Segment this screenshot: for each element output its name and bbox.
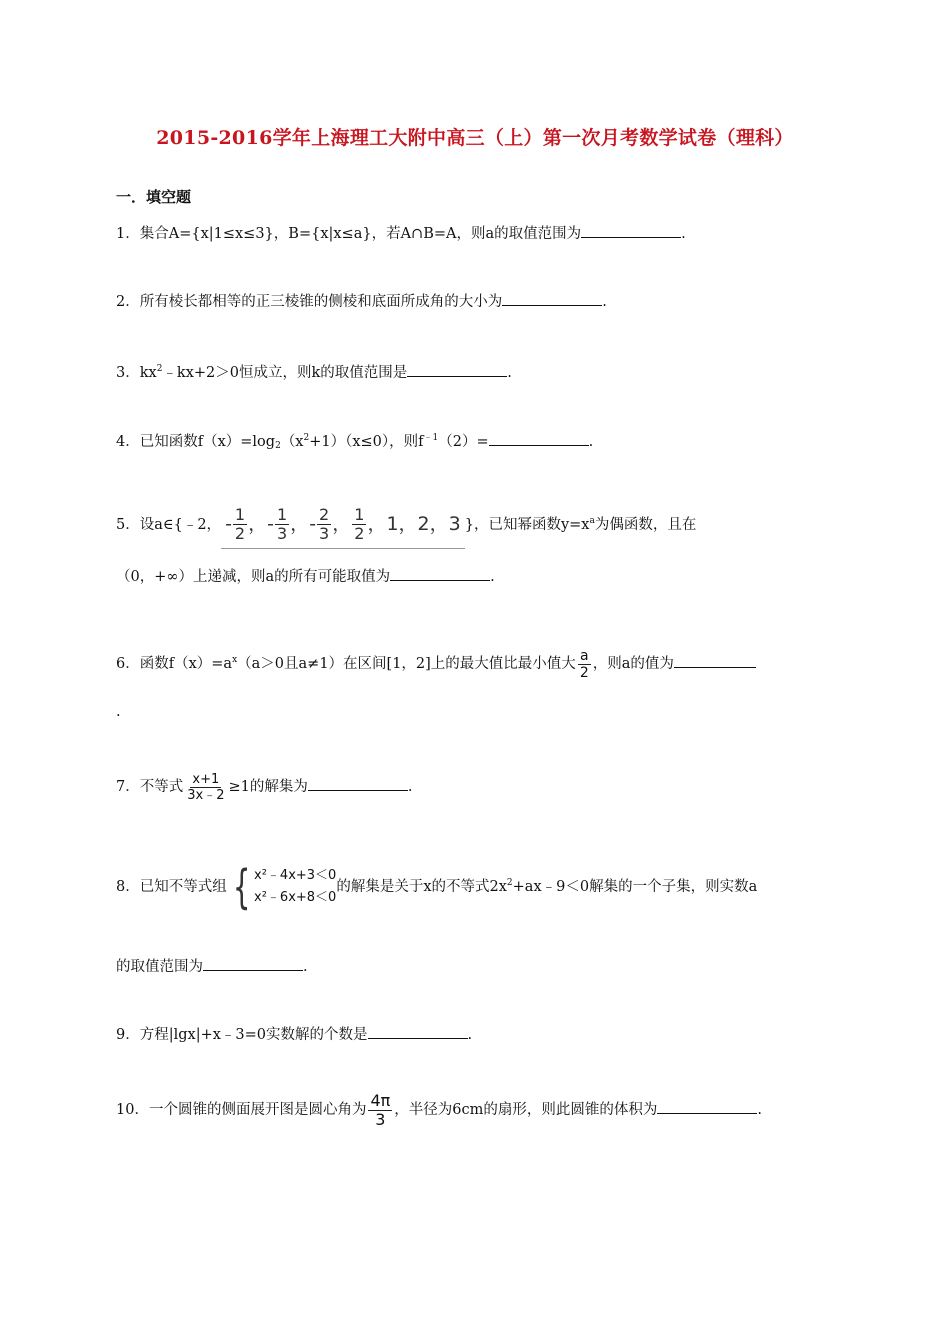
set-fraction: $\frac{1}{2}$	[354, 504, 365, 543]
question-4: 4．已知函数$f(x)=\log_2(x^2+1)(x\le 0)$，则$f^{﹣1}(2)=$ .	[116, 428, 593, 456]
q1-text: 1．集合A={x|1≤x≤3}，B={x|x≤a}，若A∩B=A，则a的取值范围为	[116, 226, 582, 242]
q10-answer-blank	[657, 1098, 757, 1114]
q1-answer-blank	[581, 222, 681, 238]
question-2: 2．所有棱长都相等的正三棱锥的侧棱和底面所成角的大小为 .	[116, 290, 607, 312]
question-3: 3．$kx^2﹣kx+2>0$恒成立，则k的取值范围是 .	[116, 359, 512, 383]
q9-text: 9．方程|lgx|+x﹣3=0实数解的个数是	[116, 1027, 368, 1043]
q2-text: 2．所有棱长都相等的正三棱锥的侧棱和底面所成角的大小为	[116, 294, 503, 310]
set-fraction-item: - $\frac{2}{3}$ ，	[309, 504, 352, 543]
q4-answer-blank	[489, 430, 589, 446]
question-6-end: .	[116, 704, 121, 720]
fraction-x-plus-1-over-3x-minus-2: $\frac{x+1}{3x﹣2}$	[187, 771, 225, 803]
section-heading: 一．填空题	[116, 188, 192, 206]
question-5-cont: （0，+∞）上递减，则a的所有可能取值为 .	[116, 565, 495, 587]
q7-answer-blank	[308, 775, 408, 791]
set-fraction: $\frac{1}{2}$	[234, 504, 246, 543]
q9-answer-blank	[368, 1023, 468, 1039]
left-brace-icon: {	[232, 860, 251, 914]
question-6: 6．函数$f(x)=a^x(a>0$且a≠1）在区间[1，2]上的最大值比最小值大 $\frac{a}{2}$ ，则a的值为	[116, 640, 756, 684]
fraction-a-over-2: $\frac{a}{2}$	[579, 647, 589, 681]
inequality-system: { x²﹣4x+3＜0 x²﹣6x+8＜0	[232, 860, 337, 914]
question-8-cont: 的取值范围为 .	[116, 955, 308, 977]
set-fraction: $\frac{1}{3}$	[276, 504, 288, 543]
set-fraction: $\frac{2}{3}$	[319, 504, 330, 543]
exam-title: 2015-2016学年上海理工大附中高三（上）第一次月考数学试卷（理科）	[156, 127, 794, 149]
question-10: 10．一个圆锥的侧面展开图是圆心角为 $\frac{4\pi}{3}$ ，半径为6cm的扇形，则此圆锥的体积为 .	[116, 1090, 762, 1129]
q5-answer-blank	[390, 565, 490, 581]
set-fraction-item: $\frac{1}{2}$ ，	[354, 504, 387, 543]
exponent-set-image: - $\frac{1}{2}$ ，- $\frac{1}{3}$ ，- $\frac{2}{3}$ ， $\frac{1}{2}$ ，1，2，3	[221, 502, 465, 549]
q8-answer-blank	[203, 955, 303, 971]
question-8: 8．已知不等式组 { x²﹣4x+3＜0 x²﹣6x+8＜0 的解集是关于x的不等式$2x^2+ax﹣9<0$解集的一个子集，则实数a	[116, 860, 758, 914]
q2-answer-blank	[502, 290, 602, 306]
fraction-4pi-over-3: $\frac{4\pi}{3}$	[370, 1090, 391, 1129]
q6-answer-blank	[674, 652, 756, 668]
question-5: 5．设a∈{﹣2， - $\frac{1}{2}$ ，- $\frac{1}{3}$ ，- $\frac{2}{3}$ ， $\frac{1}{2}$ ，1，2，3 }，已知幂函数$y=x^a$为偶函数，且在	[116, 499, 696, 549]
q3-answer-blank	[407, 361, 507, 377]
set-fraction-item: - $\frac{1}{2}$ ，	[225, 504, 268, 543]
question-9: 9．方程|lgx|+x﹣3=0实数解的个数是 .	[116, 1023, 472, 1045]
question-1: 1．集合A={x|1≤x≤3}，B={x|x≤a}，若A∩B=A，则a的取值范围为 .	[116, 222, 686, 244]
question-7: 7．不等式 $\frac{x+1}{3x﹣2}$ ≥1的解集为 .	[116, 771, 413, 803]
set-fraction-item: - $\frac{1}{3}$ ，	[267, 504, 310, 543]
